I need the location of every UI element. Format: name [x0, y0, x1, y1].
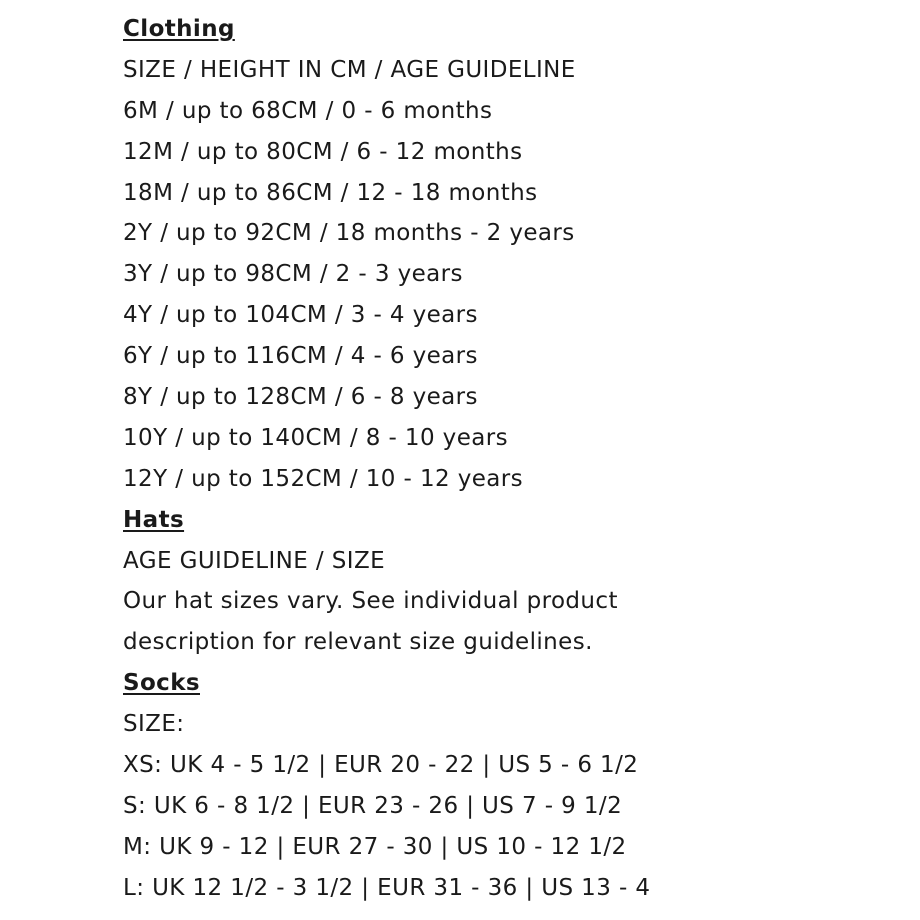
hats-heading: Hats — [123, 506, 185, 533]
clothing-size-row: 10Y / up to 140CM / 8 - 10 years — [123, 424, 508, 451]
clothing-size-row: 4Y / up to 104CM / 3 - 4 years — [123, 302, 478, 329]
socks-section — [123, 663, 903, 908]
socks-size-row: L: UK 12 1/2 - 3 1/2 | EUR 31 - 36 | US 13 - 4 — [123, 874, 651, 901]
socks-column-header: SIZE: — [123, 711, 185, 738]
socks-size-row: S: UK 6 - 8 1/2 | EUR 23 - 26 | US 7 - 9 1/2 — [123, 792, 623, 819]
clothing-size-row: 3Y / up to 98CM / 2 - 3 years — [123, 261, 463, 288]
clothing-column-header: SIZE / HEIGHT IN CM / AGE GUIDELINE — [123, 56, 576, 83]
clothing-size-row: 6Y / up to 116CM / 4 - 6 years — [123, 343, 478, 370]
clothing-size-row: 6M / up to 68CM / 0 - 6 months — [123, 97, 493, 124]
hats-note-line: Our hat sizes vary. See individual product — [123, 588, 618, 615]
clothing-size-row: 8Y / up to 128CM / 6 - 8 years — [123, 384, 478, 411]
socks-size-row: XS: UK 4 - 5 1/2 | EUR 20 - 22 | US 5 - 6 1/2 — [123, 752, 639, 779]
clothing-section — [123, 9, 903, 500]
clothing-size-row: 12M / up to 80CM / 6 - 12 months — [123, 138, 523, 165]
size-guide — [123, 9, 903, 909]
socks-size-row: M: UK 9 - 12 | EUR 27 - 30 | US 10 - 12 1/2 — [123, 833, 627, 860]
socks-heading: Socks — [123, 670, 200, 697]
hats-section — [123, 500, 903, 664]
clothing-size-row: 2Y / up to 92CM / 18 months - 2 years — [123, 220, 575, 247]
hats-column-header: AGE GUIDELINE / SIZE — [123, 547, 386, 574]
clothing-size-row: 18M / up to 86CM / 12 - 18 months — [123, 179, 538, 206]
hats-note-line: description for relevant size guidelines. — [123, 629, 593, 656]
clothing-size-row: 12Y / up to 152CM / 10 - 12 years — [123, 465, 524, 492]
clothing-heading: Clothing — [123, 16, 235, 42]
